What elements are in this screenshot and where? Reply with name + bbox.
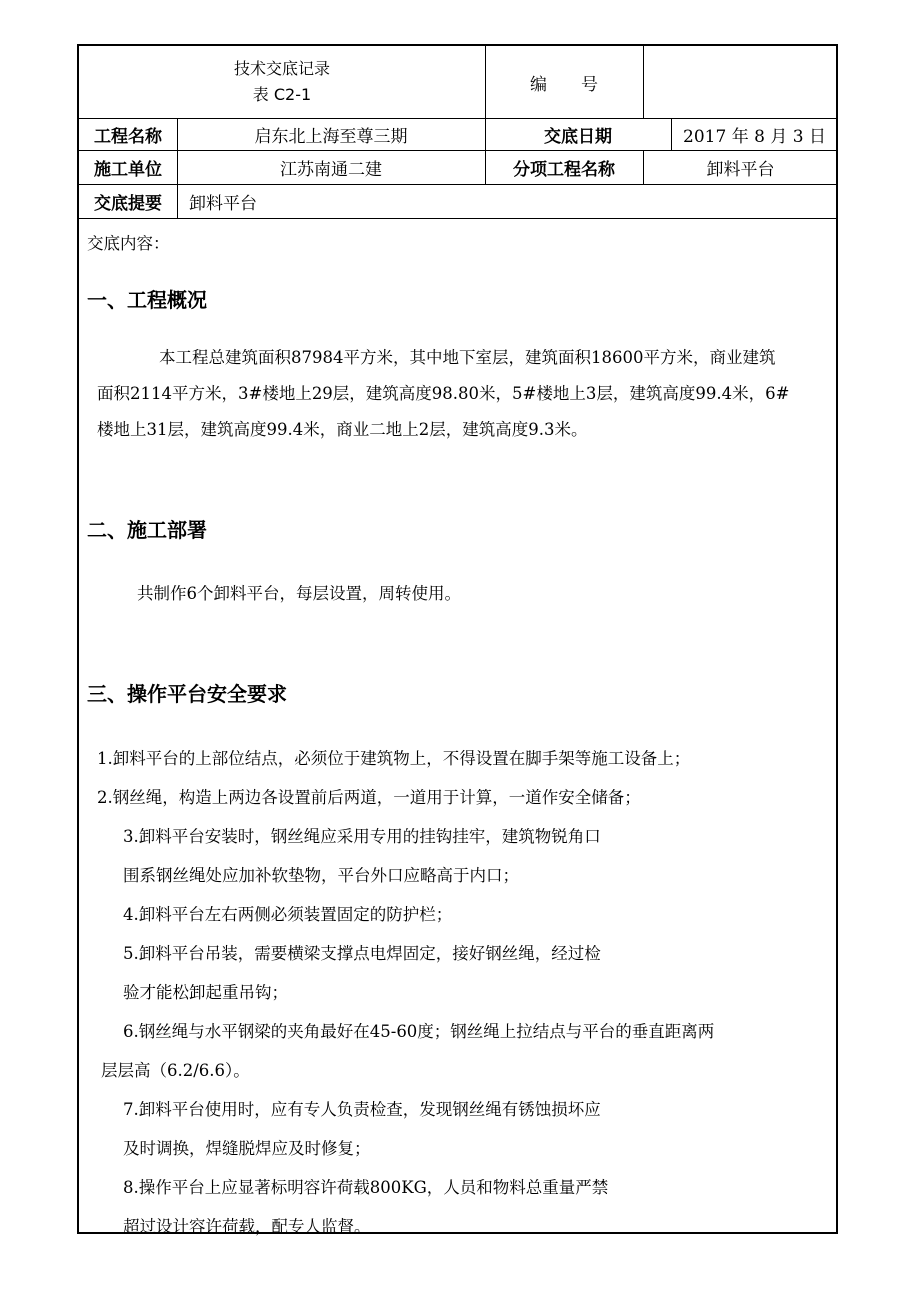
s3-line: 1.卸料平台的上部位结点，必须位于建筑物上，不得设置在脚手架等施工设备上； [97,749,691,768]
s1-line: 楼地上31层，建筑高度99.4米，商业二地上2层，建筑高度9.3米。 [97,420,588,439]
s2-text: 共制作6个卸料平台，每层设置，周转使用。 [137,584,461,603]
unit-value: 江苏南通二建 [280,159,382,180]
summary-value: 卸料平台 [189,193,257,214]
subproject-label: 分项工程名称 [513,159,615,180]
section-1-title: 一、工程概况 [87,288,207,312]
form-title-block [79,46,485,118]
s3-line: 4.卸料平台左右两侧必须装置固定的防护栏； [123,905,453,924]
s3-line: 5.卸料平台吊装，需要横梁支撑点电焊固定，接好钢丝绳，经过检 [123,944,601,963]
s3-line: 2.钢丝绳，构造上两边各设置前后两道，一道用于计算，一道作安全储备； [97,788,641,807]
date-label: 交底日期 [544,126,612,147]
section-2-title: 二、施工部署 [87,518,207,542]
s1-line: 面积2114平方米，3#楼地上29层，建筑高度98.80米，5#楼地上3层，建筑高度99.4米，6# [97,384,790,403]
summary-label: 交底提要 [94,193,162,214]
s3-line: 3.卸料平台安装时，钢丝绳应采用专用的挂钩挂牢，建筑物锐角口 [123,827,601,846]
section-3-title: 三、操作平台安全要求 [87,682,287,706]
s3-line: 6.钢丝绳与水平钢梁的夹角最好在45-60度；钢丝绳上拉结点与平台的垂直距离两 [123,1022,715,1041]
content-label: 交底内容： [87,234,170,253]
s3-line: 及时调换，焊缝脱焊应及时修复； [123,1139,371,1158]
s3-line: 围系钢丝绳处应加补软垫物，平台外口应略高于内口； [123,866,519,885]
form-code: 表 C2-1 [252,85,312,104]
number-value[interactable] [643,46,838,118]
unit-label: 施工单位 [94,159,162,180]
s3-line: 8.操作平台上应显著标明容许荷载800KG，人员和物料总重量严禁 [123,1178,609,1197]
record-form [77,44,838,1234]
form-title: 技术交底记录 [233,59,330,78]
project-name-label: 工程名称 [94,126,162,147]
s3-line: 验才能松卸起重吊钩； [123,983,288,1002]
s1-line: 本工程总建筑面积87984平方米，其中地下室层，建筑面积18600平方米，商业建筑 [159,348,776,367]
subproject-value: 卸料平台 [706,159,775,180]
number-label: 编 号 [530,74,598,95]
s3-line: 7.卸料平台使用时，应有专人负责检查，发现钢丝绳有锈蚀损坏应 [123,1100,601,1119]
content-area [79,218,836,1234]
s3-line: 层层高（6.2/6.6）。 [101,1061,250,1080]
s3-line: 超过设计容许荷载，配专人监督。 [123,1217,371,1236]
project-name-value: 启东北上海至尊三期 [254,126,408,147]
date-value: 2017 年 8 月 3 日 [683,126,826,147]
